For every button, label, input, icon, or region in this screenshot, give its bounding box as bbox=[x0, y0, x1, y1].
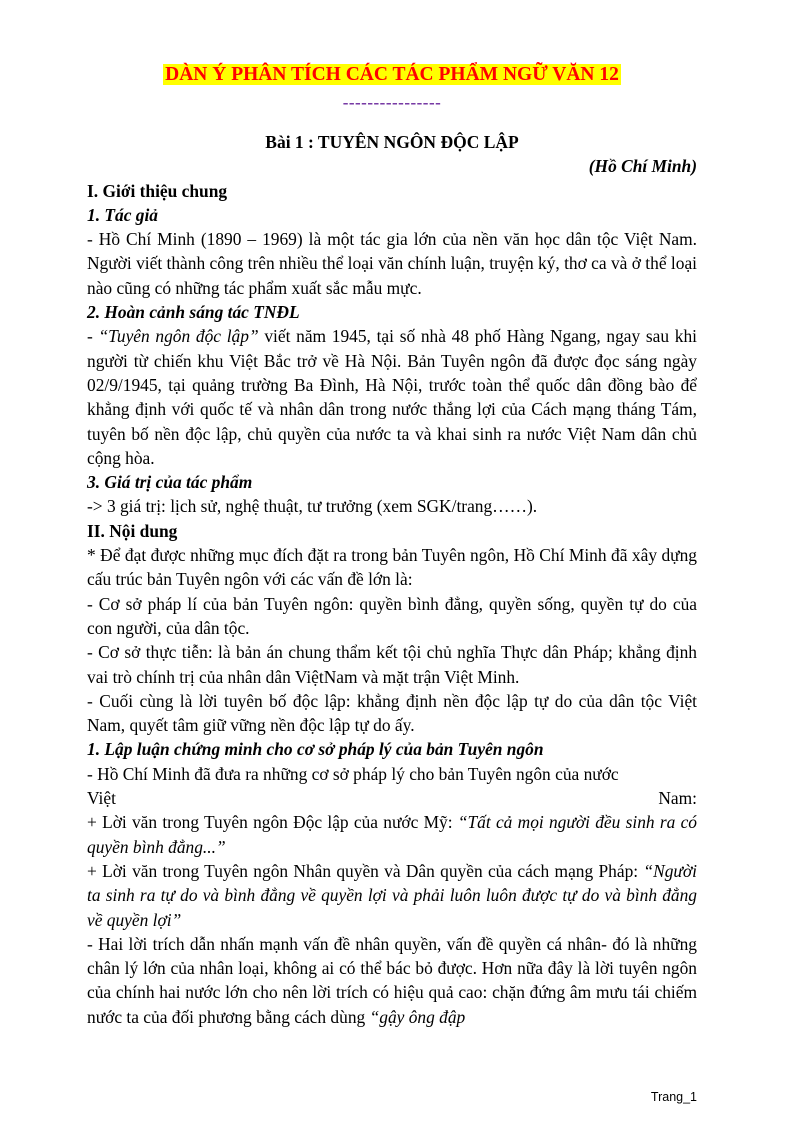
section-heading-intro: I. Giới thiệu chung bbox=[87, 180, 228, 201]
final-quote: “gậy ông đập bbox=[369, 1006, 466, 1027]
paragraph-usa-quote bbox=[87, 810, 697, 859]
paragraph-final bbox=[87, 932, 697, 1029]
subheading-value: 3. Giá trị của tác phẩm bbox=[87, 472, 253, 493]
paragraph-legal-line2 bbox=[87, 786, 697, 810]
paragraph-france-quote bbox=[87, 859, 697, 932]
paragraph-point-legal: - Cơ sở pháp lí của bản Tuyên ngôn: quyền bình đẳng, quyền sống, quyền tự do của con người, của dân tộc. bbox=[87, 593, 697, 638]
section-heading-content: II. Nội dung bbox=[87, 520, 178, 541]
paragraph-content-intro: * Để đạt được những mục đích đặt ra trong bản Tuyên ngôn, Hồ Chí Minh đã xây dựng cấu trúc bản Tuyên ngôn với các vấn đề lớn là: bbox=[87, 545, 697, 590]
document-title: DÀN Ý PHÂN TÍCH CÁC TÁC PHẨM NGỮ VĂN 12 bbox=[165, 64, 619, 85]
paragraph-value: -> 3 giá trị: lịch sử, nghệ thuật, tư trưởng (xem SGK/trang……). bbox=[87, 496, 538, 517]
usa-text: + Lời văn trong Tuyên ngôn Độc lập của nước Mỹ: bbox=[87, 812, 458, 833]
paragraph-legal-line1: - Hồ Chí Minh đã đưa ra những cơ sở pháp lý cho bản Tuyên ngôn của nước bbox=[87, 763, 619, 784]
paragraph-context bbox=[87, 324, 697, 470]
usa-quote: “Tất cả mọi người đều sinh ra có quyền bình đẳng...” bbox=[87, 812, 697, 857]
lesson-title: Bài 1 : TUYÊN NGÔN ĐỘC LẬP bbox=[265, 132, 519, 152]
title-block bbox=[87, 62, 697, 92]
paragraph-author: - Hồ Chí Minh (1890 – 1969) là một tác gia lớn của nền văn học dân tộc Việt Nam. Người viết thành công trên nhiều thể loại văn chính luận, truyện ký, thơ ca và ở thể loại nào cũng có những tác phẩm xuất sắc mẫu mực. bbox=[87, 229, 697, 298]
legal-line2-left: Việt bbox=[87, 788, 116, 809]
author-name: (Hồ Chí Minh) bbox=[588, 156, 697, 177]
paragraph-point-declaration: - Cuối cùng là lời tuyên bố độc lập: khẳng định nền độc lập tự do của dân tộc Việt Nam, quyết tâm giữ vững nền độc lập tự do ấy. bbox=[87, 690, 697, 736]
france-quote: “Người ta sinh ra tự do và bình đẳng về quyền lợi và phải luôn luôn được tự do và bình đẳng về quyền lợi” bbox=[87, 860, 697, 930]
context-prefix: - bbox=[87, 326, 99, 347]
france-text: + Lời văn trong Tuyên ngôn Nhân quyền và Dân quyền của cách mạng Pháp: bbox=[87, 860, 644, 881]
document-body bbox=[87, 62, 697, 1029]
paragraph-point-practical: - Cơ sở thực tiễn: là bản án chung thẩm kết tội chủ nghĩa Thực dân Pháp; khẳng định vai trò chính trị của nhân dân ViệtNam và mặt trận Việt Minh. bbox=[87, 642, 697, 687]
title-divider bbox=[87, 90, 697, 130]
subheading-context: 2. Hoàn cảnh sáng tác TNĐL bbox=[87, 302, 300, 323]
context-quote: “Tuyên ngôn độc lập” bbox=[98, 326, 259, 347]
subheading-author: 1. Tác giả bbox=[87, 204, 158, 225]
final-text: - Hai lời trích dẫn nhấn mạnh vấn đề nhân quyền, vấn đề quyền cá nhân- đó là những chân lý lớn của nhân loại, không ai có thể bác bỏ được. Hơn nữa đây là lời tuyên ngôn của chính hai nước lớn cho nên lời trích có hiệu quả cao: chặn đứng âm mưu tái chiếm nước ta của đối phương bằng cách dùng bbox=[87, 933, 697, 1027]
context-text: viết năm 1945, tại số nhà 48 phố Hàng Ngang, ngay sau khi người từ chiến khu Việt Bắc trở về Hà Nội. Bản Tuyên ngôn đã được đọc sáng ngày 02/9/1945, tại quảng trường Ba Đình, Hà Nội, trước toàn thể quốc dân đồng bào để khẳng định với quốc tế và nhân dân trong nước thắng lợi của Cách mạng tháng Tám, tuyên bố nền độc lập, chủ quyền của nước ta và khai sinh ra nước Việt Nam dân chủ cộng hòa. bbox=[87, 326, 697, 468]
subheading-legal-basis: 1. Lập luận chứng minh cho cơ sở pháp lý của bản Tuyên ngôn bbox=[87, 739, 544, 760]
divider-dashes: ---------------- bbox=[342, 93, 442, 112]
legal-line2-right: Nam: bbox=[658, 788, 697, 809]
page-footer: Trang_1 bbox=[650, 1090, 697, 1104]
